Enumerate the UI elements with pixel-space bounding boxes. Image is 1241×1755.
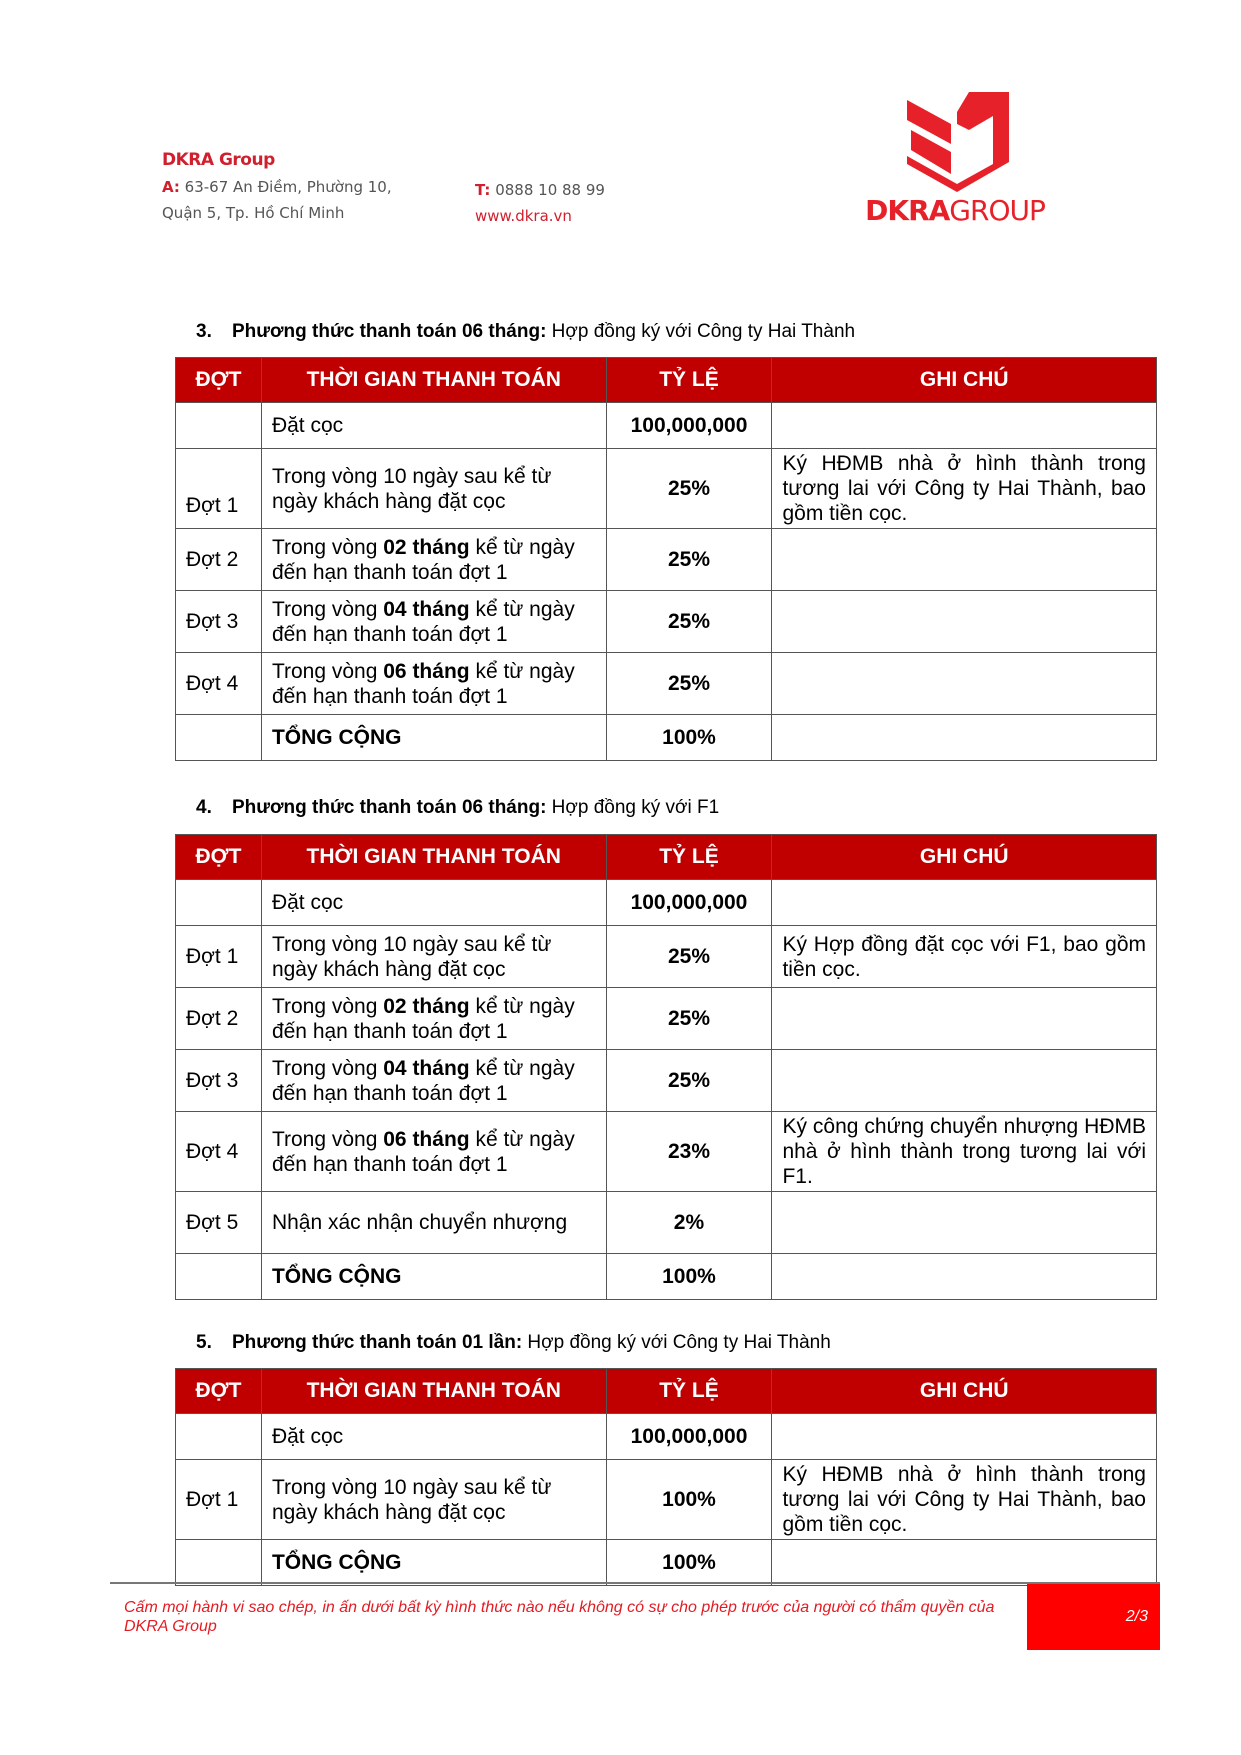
table-row: Đợt 3 Trong vòng 04 tháng kể từ ngày đến hạn thanh toán đợt 1 25% [176,1050,1157,1112]
footer-divider [110,1582,1160,1584]
table-total-row: TỔNG CỘNG 100% [176,1540,1157,1586]
table-row: Đặt cọc 100,000,000 [176,403,1157,449]
table-row: Đặt cọc 100,000,000 [176,880,1157,926]
phone-label: T: [475,181,491,199]
table-header-row [176,358,1157,403]
header-time: THỜI GIAN THANH TOÁN [261,835,606,880]
header-ratio: TỶ LỆ [606,835,772,880]
page-number: 2/3 [1125,1608,1148,1625]
header-time: THỜI GIAN THANH TOÁN [261,358,606,403]
dkra-shield-icon [845,92,1065,192]
address-line-1 [162,178,392,196]
table-row: Đợt 2 Trong vòng 02 tháng kể từ ngày đến hạn thanh toán đợt 1 25% [176,529,1157,591]
table-row: Đặt cọc 100,000,000 [176,1414,1157,1460]
header-note: GHI CHÚ [772,1369,1157,1414]
phone-number: 0888 10 88 99 [495,181,605,199]
header-ratio: TỶ LỆ [606,358,772,403]
table-total-row: TỔNG CỘNG 100% [176,1254,1157,1300]
header-dot: ĐỢT [176,835,262,880]
header-dot: ĐỢT [176,358,262,403]
payment-table-section-4 [175,834,1157,1300]
footer-disclaimer: Cấm mọi hành vi sao chép, in ấn dưới bất kỳ hình thức nào nếu không có sự cho phép trước của người có thẩm quyền của DKRA Group [124,1599,995,1635]
address-text-1: 63-67 An Điềm, Phường 10, [184,178,392,196]
header-note: GHI CHÚ [772,835,1157,880]
company-name: DKRA Group [162,150,275,170]
header-ratio: TỶ LỆ [606,1369,772,1414]
address-label: A: [162,178,180,196]
table-total-row: TỔNG CỘNG 100% [176,715,1157,761]
page-number-box [1027,1584,1160,1650]
table-header-row [176,1369,1157,1414]
letterhead-contact [475,181,605,225]
table-row: Đợt 4 Trong vòng 06 tháng kể từ ngày đến hạn thanh toán đợt 1 23% Ký công chứng chuyển nhượng HĐMB nhà ở hình thành trong tương lai với F1. [176,1112,1157,1192]
website-link[interactable]: www.dkra.vn [475,207,572,225]
logo-wordmark: DKRAGROUP [865,194,1045,227]
table-row: Đợt 5 Nhận xác nhận chuyển nhượng 2% [176,1192,1157,1254]
table-row: Đợt 2 Trong vòng 02 tháng kể từ ngày đến hạn thanh toán đợt 1 25% [176,988,1157,1050]
payment-table-section-5 [175,1368,1157,1586]
header-note: GHI CHÚ [772,358,1157,403]
phone-line [475,181,605,199]
table-header-row [176,835,1157,880]
address-line-2: Quận 5, Tp. Hồ Chí Minh [162,204,345,222]
table-row: Đợt 1 Trong vòng 10 ngày sau kể từ ngày khách hàng đặt cọc 25% Ký Hợp đồng đặt cọc với F1, bao gồm tiền cọc. [176,926,1157,988]
section-5-title: 5. Phương thức thanh toán 01 lần: Hợp đồng ký với Công ty Hai Thành [196,1332,831,1353]
section-3-title: 3. Phương thức thanh toán 06 tháng: Hợp đồng ký với Công ty Hai Thành [196,321,856,342]
table-row: Đợt 4 Trong vòng 06 tháng kể từ ngày đến hạn thanh toán đợt 1 25% [176,653,1157,715]
table-row: Đợt 3 Trong vòng 04 tháng kể từ ngày đến hạn thanh toán đợt 1 25% [176,591,1157,653]
letterhead-address [162,150,392,222]
dkra-logo [845,92,1065,232]
header-time: THỜI GIAN THANH TOÁN [261,1369,606,1414]
payment-table-section-3 [175,357,1157,761]
section-4-title: 4. Phương thức thanh toán 06 tháng: Hợp đồng ký với F1 [196,797,720,818]
table-row: Đợt 1 Trong vòng 10 ngày sau kể từ ngày khách hàng đặt cọc 25% Ký HĐMB nhà ở hình thành trong tương lai với Công ty Hai Thành, bao gồm tiền cọc. [176,449,1157,529]
table-row: Đợt 1 Trong vòng 10 ngày sau kể từ ngày khách hàng đặt cọc 100% Ký HĐMB nhà ở hình thành trong tương lai với Công ty Hai Thành, bao gồm tiền cọc. [176,1460,1157,1540]
header-dot: ĐỢT [176,1369,262,1414]
